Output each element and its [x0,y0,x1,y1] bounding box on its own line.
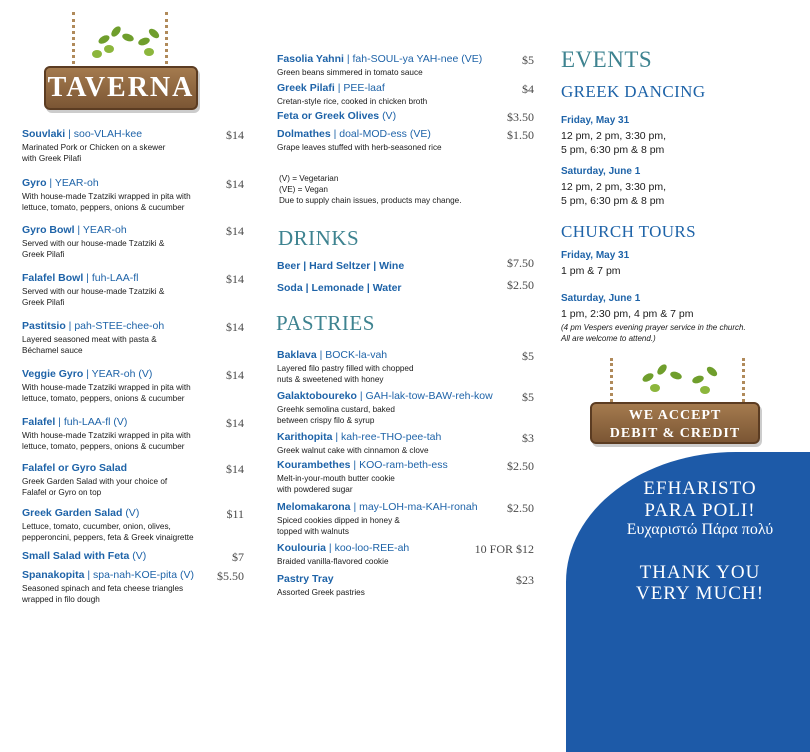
drink-item [277,256,534,274]
item-price: 10 FOR $12 [474,542,534,556]
thanks-greek: Ευχαριστώ Πάρα πολύ [626,521,774,538]
description-line: Marinated Pork or Chicken on a skewer [22,143,166,152]
vespers-note [561,322,746,344]
item-name: Dolmathes | doal-MOD-ess (VE) [277,128,431,140]
item-price: $14 [226,368,244,382]
description-line: lettuce, tomato, peppers, onions & cucumber [22,442,185,451]
item-description [277,556,534,567]
description-line: Falafel or Gyro on top [22,488,102,497]
item-title: Falafel Bowl [22,272,84,284]
item-description [22,286,244,308]
description-line: Greek Garden Salad with your choice of [22,477,168,486]
menu-item [277,573,534,598]
note-line: (4 pm Vespers evening prayer service in the church. [561,323,746,332]
description-line: topped with walnuts [277,527,349,536]
item-title: Melomakarona [277,501,351,513]
item-name: Melomakarona | may-LOH-ma-KAH-ronah [277,501,478,513]
item-pronunciation: kah-ree-THO-pee-tah [340,431,442,443]
item-title: Fasolia Yahni [277,53,344,65]
item-title: Greek Garden Salad [22,507,123,519]
item-pronunciation: doal-MOD-ess (VE) [339,128,431,140]
description-line: Assorted Greek pastries [277,588,365,597]
item-pronunciation: pah-STEE-chee-oh [74,320,165,332]
event-times [561,129,666,157]
item-pronunciation: YEAR-oh [54,177,99,189]
description-line: lettuce, tomato, peppers, onions & cucumber [22,394,185,403]
item-pronunciation: fuh-LAA-fl (V) [63,416,128,428]
item-pronunciation: spa-nah-KOE-pita (V) [93,569,194,581]
description-line: Braided vanilla-flavored cookie [277,557,389,566]
item-name: Karithopita | kah-ree-THO-pee-tah [277,431,442,443]
item-title: Baklava [277,349,317,361]
menu-item [277,53,534,78]
time-line: 1 pm, 2:30 pm, 4 pm & 7 pm [561,308,694,320]
item-description [277,142,534,153]
thanks-line: VERY MUCH! [635,583,765,604]
description-line: With house-made Tzatziki wrapped in pita with [22,431,191,440]
description-line: between crispy filo & syrup [277,416,375,425]
description-line: With house-made Tzatziki wrapped in pita with [22,192,191,201]
item-price: $14 [226,128,244,142]
menu-item [277,459,534,495]
description-line: Cretan-style rice, cooked in chicken broth [277,97,428,106]
menu-item [22,416,244,452]
item-description [277,473,534,495]
item-name: Kourambethes | KOO-ram-beth-ess [277,459,448,471]
menu-item [22,462,244,498]
item-title: Kourambethes [277,459,351,471]
item-pronunciation: (V) [125,507,140,519]
item-title: Pastry Tray [277,573,334,585]
note-line: All are welcome to attend.) [561,334,656,343]
description-line: Served with our house-made Tzatziki & [22,239,165,248]
menu-item [22,128,244,164]
item-title: Karithopita [277,431,333,443]
item-price: $14 [226,462,244,476]
item-title: Souvlaki [22,128,66,140]
item-name [22,550,244,562]
item-name: Galaktoboureko | GAH-lak-tow-BAW-reh-kow [277,390,493,402]
item-name: Gyro | YEAR-oh [22,177,99,189]
item-description [22,583,244,605]
item-price: $14 [226,272,244,286]
church-tours-title: CHURCH TOURS [561,222,697,241]
item-name: Spanakopita | spa-nah-KOE-pita (V) [22,569,194,581]
item-pronunciation: fah-SOUL-ya YAH-nee (VE) [352,53,483,65]
event-day: Saturday, June 1 [561,293,641,304]
greek-dancing-title: GREEK DANCING [561,82,706,101]
description-line: Greek Pilafi [22,250,65,259]
item-title: Spanakopita [22,569,85,581]
item-description [22,191,244,213]
event-times [561,264,621,278]
events-title: EVENTS [561,47,653,72]
description-line: pepperoncini, peppers, feta & Greek vinaigrette [22,533,194,542]
description-line: with powdered sugar [277,485,353,494]
item-pronunciation: (V) [382,110,397,122]
item-description [277,404,534,426]
item-description [22,430,244,452]
item-price: $3 [522,431,534,445]
menu-item [22,569,244,605]
time-line: 5 pm, 6:30 pm & 8 pm [561,195,665,207]
item-description [22,382,244,404]
item-price: $1.50 [507,128,534,142]
time-line: 12 pm, 2 pm, 3:30 pm, [561,181,667,193]
item-name: Greek Pilafi | PEE-laaf [277,82,385,94]
menu-item [22,177,244,213]
pastries-title: PASTRIES [276,311,375,335]
time-line: 5 pm, 6:30 pm & 8 pm [561,144,665,156]
item-name: Veggie Gyro | YEAR-oh (V) [22,368,153,380]
item-price: $4 [522,82,534,96]
menu-item [22,550,244,562]
drink-price: $7.50 [507,256,534,270]
item-name: Falafel Bowl | fuh-LAA-fl [22,272,139,284]
item-name [277,110,534,122]
description-line: Greek walnut cake with cinnamon & clove [277,446,429,455]
description-line: Greehk semolina custard, baked [277,405,395,414]
event-day: Saturday, June 1 [561,166,641,177]
item-name: Pastitsio | pah-STEE-chee-oh [22,320,165,332]
item-description [22,476,244,498]
description-line: Layered filo pastry filled with chopped [277,364,414,373]
item-description [22,238,244,260]
item-price: $2.50 [507,501,534,515]
item-pronunciation: (V) [132,550,147,562]
item-pronunciation: koo-loo-REE-ah [334,542,410,554]
item-price: $5.50 [217,569,244,583]
thanks-line: THANK YOU [639,562,761,583]
item-price: $14 [226,177,244,191]
description-line: wrapped in filo dough [22,595,100,604]
description-line: nuts & sweetened with honey [277,375,384,384]
item-price: $2.50 [507,459,534,473]
description-line: with Greek Pilafi [22,154,82,163]
description-line: lettuce, tomato, peppers, onions & cucumber [22,203,185,212]
description-line: Lettuce, tomato, cucumber, onion, olives, [22,522,171,531]
menu-item [277,501,534,537]
menu-item [22,224,244,260]
drinks-list [277,256,534,296]
payment-line: DEBIT & CREDIT [609,426,741,441]
item-name: Baklava | BOCK-la-vah [277,349,388,361]
menu-item [277,431,534,456]
item-pronunciation: YEAR-oh [82,224,127,236]
item-pronunciation: BOCK-la-vah [325,349,388,361]
description-line: Green beans simmered in tomato sauce [277,68,423,77]
item-title: Feta or Greek Olives [277,110,380,122]
event-times [561,307,693,321]
description-line: With house-made Tzatziki wrapped in pita with [22,383,191,392]
item-price: $5 [522,53,534,67]
item-price: $5 [522,390,534,404]
description-line: Béchamel sauce [22,346,83,355]
item-pronunciation: GAH-lak-tow-BAW-reh-kow [365,390,493,402]
item-title: Pastitsio [22,320,66,332]
item-description [22,334,244,356]
item-price: $14 [226,320,244,334]
item-description [277,67,534,78]
description-line: Layered seasoned meat with pasta & [22,335,157,344]
item-title: Gyro [22,177,47,189]
item-description [277,515,534,537]
pastries-list [277,349,534,604]
menu-item [277,128,534,153]
menu-item [277,349,534,385]
sides-menu-column [277,53,534,171]
payment-plank [590,402,760,444]
payment-line: WE ACCEPT [628,408,722,423]
item-name [277,573,534,585]
item-description [277,96,534,107]
item-price: $23 [516,573,534,587]
item-price: $14 [226,224,244,238]
menu-item [277,542,534,567]
diet-notes [279,173,529,206]
thanks-line: PARA POLI! [644,500,756,521]
time-line: 12 pm, 2 pm, 3:30 pm, [561,130,667,142]
item-pronunciation: may-LOH-ma-KAH-ronah [359,501,478,513]
item-price: $3.50 [507,110,534,124]
item-pronunciation: fuh-LAA-fl [91,272,139,284]
menu-item [277,110,534,122]
taverna-logo: TAVERNA [44,66,198,110]
note-vegan: (VE) = Vegan [279,185,328,194]
item-description [22,521,244,543]
item-pronunciation: PEE-laaf [343,82,385,94]
event-day: Friday, May 31 [561,115,630,126]
menu-item [22,368,244,404]
item-pronunciation: soo-VLAH-kee [73,128,143,140]
item-name [22,462,244,474]
item-title: Small Salad with Feta [22,550,130,562]
item-name: Souvlaki | soo-VLAH-kee [22,128,143,140]
thanks-line: EFHARISTO [643,478,757,499]
description-line: Served with our house-made Tzatziki & [22,287,165,296]
time-line: 1 pm & 7 pm [561,265,621,277]
main-menu-column [22,128,244,608]
item-name: Fasolia Yahni | fah-SOUL-ya YAH-nee (VE) [277,53,483,65]
item-pronunciation: YEAR-oh (V) [91,368,153,380]
item-pronunciation: KOO-ram-beth-ess [359,459,448,471]
description-line: Melt-in-your-mouth butter cookie [277,474,395,483]
item-title: Falafel [22,416,56,428]
item-name: Falafel | fuh-LAA-fl (V) [22,416,128,428]
item-title: Falafel or Gyro Salad [22,462,128,474]
drinks-title: DRINKS [278,226,360,250]
note-vegetarian: (V) = Vegetarian [279,174,339,183]
drink-name: Soda | Lemonade | Water [277,282,402,294]
note-supply: Due to supply chain issues, products may change. [279,196,462,205]
menu-item [22,507,244,543]
payment-sign [582,352,772,462]
menu-item [22,320,244,356]
drink-item [277,278,534,296]
item-title: Gyro Bowl [22,224,75,236]
event-times [561,180,666,208]
item-price: $11 [226,507,244,521]
menu-item [277,390,534,426]
item-description [277,363,534,385]
menu-item [277,82,534,107]
description-line: Seasoned spinach and feta cheese triangles [22,584,184,593]
item-price: $14 [226,416,244,430]
item-description [22,142,244,164]
item-name [22,507,244,519]
drink-price: $2.50 [507,278,534,292]
menu-item [22,272,244,308]
item-title: Veggie Gyro [22,368,84,380]
taverna-sign [40,12,200,127]
item-title: Galaktoboureko [277,390,357,402]
item-name: Gyro Bowl | YEAR-oh [22,224,127,236]
event-day: Friday, May 31 [561,250,630,261]
description-line: Greek Pilafi [22,298,65,307]
drink-name: Beer | Hard Seltzer | Wine [277,260,405,272]
description-line: Spiced cookies dipped in honey & [277,516,400,525]
item-description [277,587,534,598]
item-title: Dolmathes [277,128,331,140]
item-name: Koulouria | koo-loo-REE-ah [277,542,410,554]
item-title: Koulouria [277,542,326,554]
item-title: Greek Pilafi [277,82,335,94]
description-line: Grape leaves stuffed with herb-seasoned rice [277,143,442,152]
item-description [277,445,534,456]
item-price: $5 [522,349,534,363]
item-price: $7 [232,550,244,564]
